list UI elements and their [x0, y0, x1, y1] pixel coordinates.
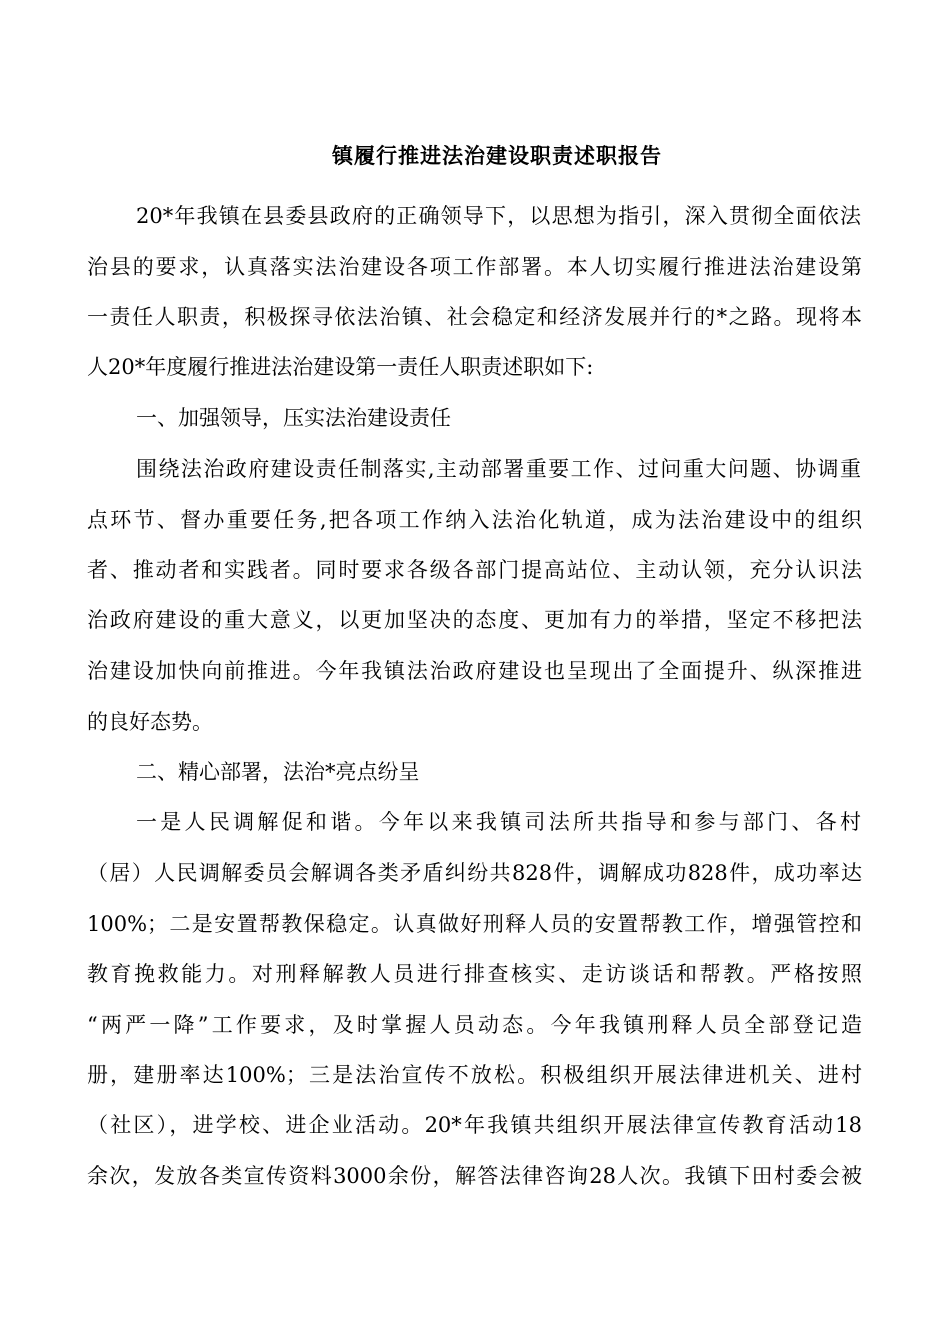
paragraph-line: 20*年我镇在县委县政府的正确领导下，以思想为指引，深入贯彻全面依法	[136, 204, 861, 228]
document-title: 镇履行推进法治建设职责述职报告	[332, 144, 662, 168]
paragraph-line: 治县的要求，认真落实法治建设各项工作部署。本人切实履行推进法治建设第	[87, 255, 862, 279]
paragraph-line: “两严一降”工作要求，及时掌握人员动态。今年我镇刑释人员全部登记造	[87, 1013, 862, 1037]
paragraph-line: （社区），进学校、进企业活动。20*年我镇共组织开展法律宣传教育活动18	[87, 1113, 862, 1137]
paragraph-line: 治政府建设的重大意义，以更加坚决的态度、更加有力的举措，坚定不移把法	[87, 608, 862, 632]
paragraph-line: （居）人民调解委员会解调各类矛盾纠纷共828件，调解成功828件，成功率达	[87, 861, 862, 885]
paragraph-line: 的良好态势。	[87, 710, 213, 734]
paragraph-line: 教育挽救能力。对刑释解教人员进行排查核实、走访谈话和帮教。严格按照	[87, 962, 862, 986]
paragraph-line: 人20*年度履行推进法治建设第一责任人职责述职如下:	[87, 355, 594, 379]
paragraph-line: 治建设加快向前推进。今年我镇法治政府建设也呈现出了全面提升、纵深推进	[87, 659, 862, 683]
paragraph-line: 一责任人职责，积极探寻依法治镇、社会稳定和经济发展并行的*之路。现将本	[87, 305, 862, 329]
paragraph-line: 册，建册率达100%；三是法治宣传不放松。积极组织开展法律进机关、进村	[87, 1063, 862, 1087]
section-heading: 二、精心部署，法治*亮点纷呈	[136, 760, 420, 784]
paragraph-line: 余次，发放各类宣传资料3000余份，解答法律咨询28人次。我镇下田村委会被	[87, 1164, 862, 1188]
paragraph-line: 100%；二是安置帮教保稳定。认真做好刑释人员的安置帮教工作，增强管控和	[87, 912, 862, 936]
paragraph-line: 者、推动者和实践者。同时要求各级各部门提高站位、主动认领，充分认识法	[87, 558, 862, 582]
paragraph-line: 点环节、督办重要任务,把各项工作纳入法治化轨道，成为法治建设中的组织	[87, 508, 862, 532]
paragraph-line: 围绕法治政府建设责任制落实,主动部署重要工作、过问重大问题、协调重	[136, 457, 861, 481]
paragraph-line: 一是人民调解促和谐。今年以来我镇司法所共指导和参与部门、各村	[136, 810, 861, 834]
section-heading: 一、加强领导，压实法治建设责任	[136, 406, 451, 430]
